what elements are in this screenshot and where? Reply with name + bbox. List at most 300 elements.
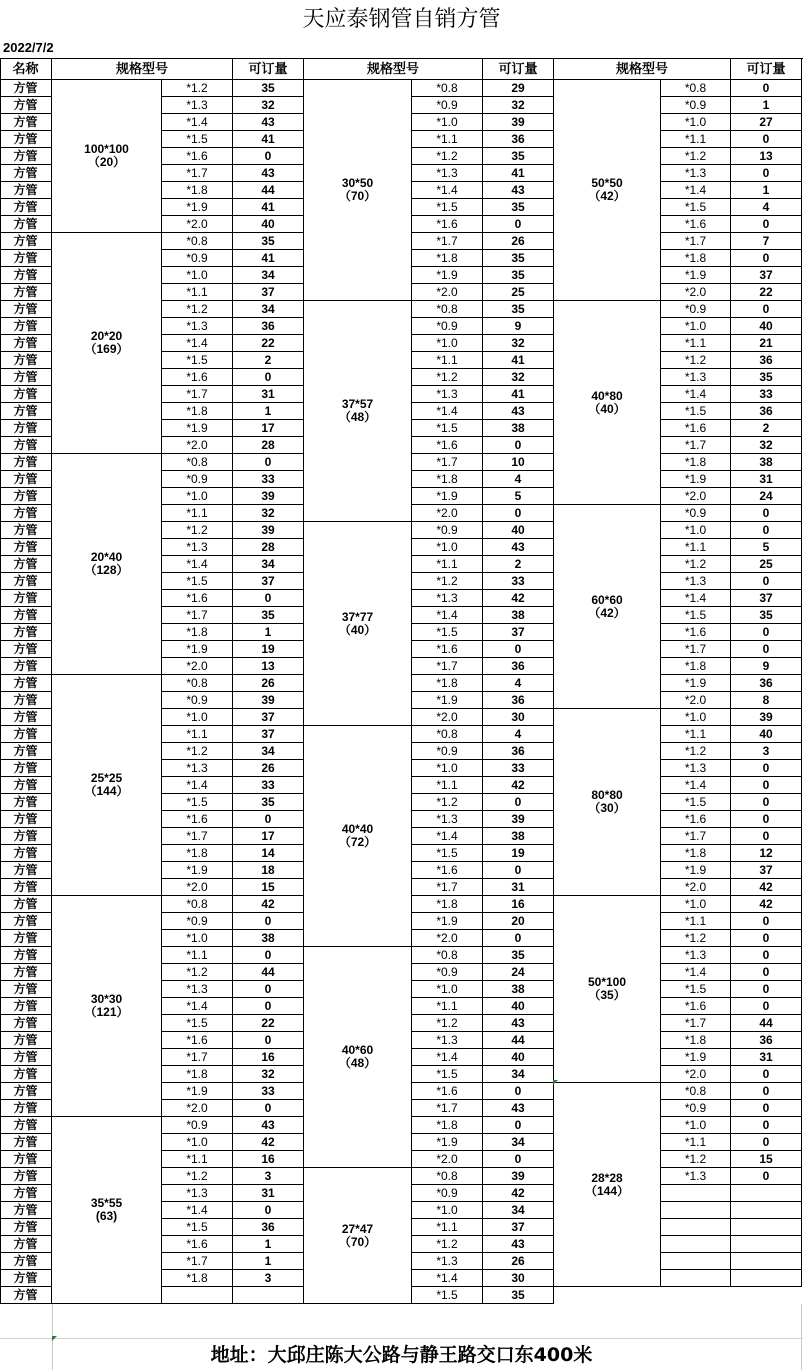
qty-value: 9: [483, 318, 554, 335]
qty-value: 33: [233, 471, 304, 488]
qty-value: 36: [483, 692, 554, 709]
spec-thickness: *1.4: [661, 964, 731, 981]
qty-value: [233, 1287, 304, 1304]
qty-value: [731, 1270, 802, 1287]
spec-thickness: *0.9: [162, 1117, 233, 1134]
spec-group: [304, 80, 412, 301]
qty-value: 10: [483, 454, 554, 471]
qty-value: 8: [731, 692, 802, 709]
qty-value: [731, 1253, 802, 1270]
spec-group: [554, 80, 661, 301]
spec-thickness: *1.2: [162, 1168, 233, 1185]
spec-thickness: *1.2: [412, 369, 483, 386]
qty-value: 26: [483, 1253, 554, 1270]
qty-value: 0: [731, 1083, 802, 1100]
qty-value: 0: [233, 913, 304, 930]
qty-value: 44: [731, 1015, 802, 1032]
spec-thickness: *1.2: [412, 794, 483, 811]
spec-thickness: *1.3: [412, 165, 483, 182]
spec-group: [304, 1168, 412, 1304]
row-name: 方管: [0, 1083, 52, 1100]
spec-thickness: *1.8: [412, 250, 483, 267]
spec-thickness: *0.9: [661, 301, 731, 318]
spec-thickness: *1.2: [412, 148, 483, 165]
spec-thickness: *1.5: [162, 1015, 233, 1032]
spec-thickness: *1.5: [661, 199, 731, 216]
spec-thickness: *1.9: [162, 199, 233, 216]
spec-thickness: *1.8: [412, 471, 483, 488]
qty-value: 14: [233, 845, 304, 862]
row-name: 方管: [0, 148, 52, 165]
spec-thickness: *1.7: [162, 828, 233, 845]
qty-value: 4: [483, 726, 554, 743]
spec-thickness: *1.3: [412, 590, 483, 607]
spec-thickness: *1.9: [412, 488, 483, 505]
qty-value: 37: [731, 267, 802, 284]
spec-group: [304, 522, 412, 726]
group-count: （40）: [338, 622, 377, 637]
spec-thickness: *1.9: [162, 1083, 233, 1100]
page-title: 天应泰钢管自销方管: [302, 7, 501, 32]
spec-thickness: *1.2: [661, 1151, 731, 1168]
qty-value: 0: [233, 981, 304, 998]
row-name: 方管: [0, 641, 52, 658]
qty-value: 5: [731, 539, 802, 556]
group-size: 50*100: [587, 975, 627, 989]
qty-value: 4: [483, 471, 554, 488]
row-name: 方管: [0, 437, 52, 454]
address-footer: 地址：大邱庄陈大公路与静王路交口东400米: [210, 1344, 593, 1366]
qty-value: [731, 1202, 802, 1219]
qty-value: 0: [731, 760, 802, 777]
spec-thickness: *1.0: [661, 896, 731, 913]
qty-value: 4: [483, 675, 554, 692]
spec-group: [554, 1083, 661, 1287]
qty-value: 35: [483, 1287, 554, 1304]
qty-value: 35: [731, 369, 802, 386]
spec-thickness: *1.4: [412, 1049, 483, 1066]
spec-thickness: [661, 1253, 731, 1270]
spec-thickness: *1.5: [162, 131, 233, 148]
group-count: （48）: [338, 1056, 377, 1070]
spec-thickness: *1.8: [661, 454, 731, 471]
group-count: (63): [95, 1209, 118, 1223]
qty-value: 0: [731, 641, 802, 658]
row-name: 方管: [0, 505, 52, 522]
qty-value: 1: [233, 1236, 304, 1253]
spec-thickness: *1.3: [412, 1032, 483, 1049]
group-count: （35）: [588, 988, 626, 1002]
spec-thickness: *1.6: [162, 811, 233, 828]
spec-thickness: *0.9: [412, 743, 483, 760]
qty-value: 25: [483, 284, 554, 301]
qty-value: 39: [731, 709, 802, 726]
qty-value: 1: [731, 182, 802, 199]
spec-thickness: *1.3: [162, 981, 233, 998]
qty-value: 42: [233, 896, 304, 913]
spec-thickness: *1.1: [162, 726, 233, 743]
spec-thickness: *1.6: [162, 1236, 233, 1253]
qty-value: 41: [233, 199, 304, 216]
row-name: 方管: [0, 743, 52, 760]
qty-value: 40: [483, 998, 554, 1015]
qty-value: 34: [483, 1134, 554, 1151]
row-name: 方管: [0, 709, 52, 726]
spec-thickness: *1.5: [412, 1066, 483, 1083]
qty-value: 0: [731, 1134, 802, 1151]
qty-value: 0: [731, 165, 802, 182]
spec-thickness: *1.7: [162, 165, 233, 182]
spec-thickness: *1.4: [661, 386, 731, 403]
spec-thickness: *2.0: [162, 879, 233, 896]
row-name: 方管: [0, 692, 52, 709]
spec-thickness: *0.9: [412, 1185, 483, 1202]
qty-value: 33: [233, 1083, 304, 1100]
qty-value: 22: [233, 335, 304, 352]
group-size: 28*28: [591, 1170, 623, 1185]
qty-value: 37: [233, 573, 304, 590]
qty-value: 27: [731, 114, 802, 131]
spec-thickness: *1.2: [162, 743, 233, 760]
row-name: 方管: [0, 947, 52, 964]
qty-value: 41: [233, 131, 304, 148]
qty-value: 31: [731, 1049, 802, 1066]
group-size: 60*60: [591, 592, 623, 607]
spec-thickness: *1.7: [661, 233, 731, 250]
spec-thickness: *1.2: [661, 148, 731, 165]
spec-thickness: *1.9: [661, 862, 731, 879]
qty-value: 0: [483, 1083, 554, 1100]
spec-thickness: *1.4: [412, 403, 483, 420]
qty-value: 33: [233, 777, 304, 794]
qty-value: 43: [483, 403, 554, 420]
qty-value: 35: [483, 250, 554, 267]
row-name: 方管: [0, 828, 52, 845]
qty-value: 19: [233, 641, 304, 658]
spec-thickness: *1.6: [661, 811, 731, 828]
spec-thickness: *1.1: [661, 335, 731, 352]
header-spec: 规格型号: [52, 59, 233, 80]
row-name: 方管: [0, 420, 52, 437]
spec-thickness: *1.4: [661, 590, 731, 607]
spec-group: [554, 709, 661, 896]
qty-value: 40: [483, 522, 554, 539]
group-count: （72）: [338, 835, 377, 849]
spec-thickness: *1.8: [661, 250, 731, 267]
qty-value: 33: [731, 386, 802, 403]
spec-thickness: *1.5: [412, 199, 483, 216]
qty-value: 26: [233, 675, 304, 692]
spec-thickness: *1.9: [661, 675, 731, 692]
spec-thickness: *1.9: [412, 913, 483, 930]
qty-value: 35: [483, 267, 554, 284]
qty-value: 40: [483, 1049, 554, 1066]
qty-value: 0: [731, 250, 802, 267]
spec-thickness: *1.8: [162, 1270, 233, 1287]
qty-value: [731, 1219, 802, 1236]
row-name: 方管: [0, 403, 52, 420]
spec-thickness: *1.3: [661, 760, 731, 777]
spec-group: [554, 896, 661, 1083]
qty-value: 37: [233, 726, 304, 743]
spec-thickness: *1.0: [412, 114, 483, 131]
qty-value: 43: [233, 165, 304, 182]
spec-thickness: *0.8: [162, 454, 233, 471]
spec-thickness: *2.0: [412, 505, 483, 522]
spec-group: [304, 301, 412, 522]
spec-thickness: *1.1: [162, 505, 233, 522]
row-name: 方管: [0, 1100, 52, 1117]
qty-value: 17: [233, 828, 304, 845]
header-qty: 可订量: [233, 59, 304, 80]
qty-value: 1: [233, 1253, 304, 1270]
spec-thickness: *1.3: [162, 760, 233, 777]
row-name: 方管: [0, 675, 52, 692]
date-label: 2022/7/2: [3, 40, 54, 55]
qty-value: 38: [483, 981, 554, 998]
spec-thickness: *1.7: [162, 1253, 233, 1270]
spec-thickness: *1.8: [661, 845, 731, 862]
group-size: 40*40: [341, 822, 374, 836]
spec-thickness: *1.6: [412, 641, 483, 658]
spec-thickness: *2.0: [661, 692, 731, 709]
qty-value: 0: [731, 930, 802, 947]
qty-value: 31: [233, 1185, 304, 1202]
spec-thickness: *0.8: [412, 1168, 483, 1185]
qty-value: 35: [483, 947, 554, 964]
qty-value: 24: [731, 488, 802, 505]
spec-thickness: *1.0: [412, 539, 483, 556]
qty-value: 39: [233, 488, 304, 505]
spec-thickness: *1.5: [412, 420, 483, 437]
spec-group: [52, 233, 162, 454]
qty-value: 41: [483, 165, 554, 182]
qty-value: 0: [233, 998, 304, 1015]
spec-thickness: *1.4: [162, 998, 233, 1015]
spec-thickness: *1.9: [661, 267, 731, 284]
group-count: （70）: [338, 189, 377, 203]
group-size: 100*100: [84, 142, 129, 156]
qty-value: 35: [233, 80, 304, 97]
spec-thickness: *1.0: [162, 930, 233, 947]
row-name: 方管: [0, 1270, 52, 1287]
row-name: 方管: [0, 1253, 52, 1270]
row-name: 方管: [0, 1151, 52, 1168]
spec-thickness: *1.1: [412, 131, 483, 148]
qty-value: 38: [483, 420, 554, 437]
row-name: 方管: [0, 1134, 52, 1151]
qty-value: 0: [731, 1117, 802, 1134]
qty-value: 37: [233, 709, 304, 726]
spec-group: [52, 1117, 162, 1304]
qty-value: 3: [233, 1270, 304, 1287]
qty-value: 42: [483, 777, 554, 794]
group-size: 20*40: [90, 550, 123, 564]
qty-value: 0: [731, 947, 802, 964]
spec-thickness: *1.7: [661, 828, 731, 845]
spec-thickness: *2.0: [162, 658, 233, 675]
spec-thickness: *1.1: [661, 913, 731, 930]
qty-value: 20: [483, 913, 554, 930]
spec-group: [52, 80, 162, 233]
qty-value: 0: [731, 913, 802, 930]
spec-thickness: *1.7: [412, 233, 483, 250]
qty-value: 0: [233, 590, 304, 607]
qty-value: 16: [233, 1151, 304, 1168]
spec-thickness: *2.0: [412, 1151, 483, 1168]
row-name: 方管: [0, 165, 52, 182]
row-name: 方管: [0, 539, 52, 556]
row-name: 方管: [0, 267, 52, 284]
row-name: 方管: [0, 607, 52, 624]
qty-value: 37: [483, 1219, 554, 1236]
spec-thickness: *1.8: [412, 896, 483, 913]
spec-thickness: *0.9: [162, 692, 233, 709]
qty-value: 32: [233, 97, 304, 114]
group-count: （48）: [338, 410, 377, 424]
spec-thickness: *1.8: [162, 403, 233, 420]
spec-thickness: *1.5: [661, 794, 731, 811]
qty-value: 41: [483, 352, 554, 369]
qty-value: 34: [233, 267, 304, 284]
row-name: 方管: [0, 1049, 52, 1066]
row-name: 方管: [0, 1202, 52, 1219]
spec-thickness: *0.8: [412, 301, 483, 318]
row-name: 方管: [0, 1219, 52, 1236]
spec-thickness: *1.6: [661, 998, 731, 1015]
spec-thickness: *1.4: [412, 1270, 483, 1287]
spec-thickness: *1.5: [162, 794, 233, 811]
qty-value: 43: [233, 1117, 304, 1134]
cell-marker-icon: [553, 1080, 558, 1085]
qty-value: 0: [233, 811, 304, 828]
qty-value: 0: [233, 148, 304, 165]
spec-group: [52, 896, 162, 1117]
qty-value: 42: [731, 896, 802, 913]
row-name: 方管: [0, 284, 52, 301]
spec-thickness: *1.1: [661, 131, 731, 148]
spec-thickness: *2.0: [661, 1066, 731, 1083]
spec-thickness: *1.0: [412, 760, 483, 777]
qty-value: 2: [233, 352, 304, 369]
row-name: 方管: [0, 199, 52, 216]
spec-thickness: *1.4: [412, 607, 483, 624]
qty-value: 0: [731, 301, 802, 318]
row-name: 方管: [0, 233, 52, 250]
spec-thickness: [661, 1202, 731, 1219]
row-name: 方管: [0, 1066, 52, 1083]
spec-thickness: *1.4: [661, 182, 731, 199]
qty-value: 0: [731, 777, 802, 794]
spec-thickness: *1.4: [162, 1202, 233, 1219]
spec-thickness: *1.9: [412, 1134, 483, 1151]
qty-value: 38: [731, 454, 802, 471]
qty-value: 35: [483, 199, 554, 216]
qty-value: 15: [731, 1151, 802, 1168]
qty-value: 0: [731, 964, 802, 981]
spec-thickness: *1.2: [412, 1015, 483, 1032]
row-name: 方管: [0, 556, 52, 573]
qty-value: 0: [731, 131, 802, 148]
spec-thickness: *1.2: [412, 573, 483, 590]
qty-value: 37: [731, 590, 802, 607]
spec-thickness: *1.9: [412, 692, 483, 709]
qty-value: 32: [233, 505, 304, 522]
spec-thickness: *1.1: [412, 352, 483, 369]
qty-value: 28: [233, 437, 304, 454]
group-count: （144）: [584, 1183, 630, 1198]
spec-thickness: *1.6: [661, 420, 731, 437]
header-name: 名称: [0, 59, 52, 80]
row-name: 方管: [0, 1032, 52, 1049]
qty-value: 0: [731, 522, 802, 539]
qty-value: 0: [731, 811, 802, 828]
spec-thickness: *1.3: [661, 1168, 731, 1185]
spec-group: [554, 301, 661, 505]
row-name: 方管: [0, 930, 52, 947]
spec-thickness: *1.9: [661, 1049, 731, 1066]
qty-value: 36: [731, 403, 802, 420]
qty-value: 34: [233, 556, 304, 573]
row-name: 方管: [0, 573, 52, 590]
row-name: 方管: [0, 97, 52, 114]
qty-value: 0: [731, 981, 802, 998]
spec-thickness: *1.1: [162, 947, 233, 964]
qty-value: 1: [233, 624, 304, 641]
spec-thickness: *0.9: [661, 97, 731, 114]
spec-thickness: *1.1: [661, 539, 731, 556]
spec-group: [304, 726, 412, 947]
row-name: 方管: [0, 1287, 52, 1304]
qty-value: 39: [483, 1168, 554, 1185]
spec-thickness: *1.3: [162, 539, 233, 556]
spec-thickness: *1.8: [162, 1066, 233, 1083]
qty-value: 5: [483, 488, 554, 505]
spec-thickness: *1.6: [661, 624, 731, 641]
spec-thickness: *1.4: [162, 335, 233, 352]
qty-value: 32: [483, 335, 554, 352]
qty-value: 15: [233, 879, 304, 896]
spec-thickness: *2.0: [162, 1100, 233, 1117]
qty-value: 44: [233, 964, 304, 981]
spec-thickness: *1.4: [412, 828, 483, 845]
row-name: 方管: [0, 1168, 52, 1185]
qty-value: 28: [233, 539, 304, 556]
qty-value: 26: [483, 233, 554, 250]
qty-value: 43: [483, 539, 554, 556]
spec-thickness: *1.0: [162, 709, 233, 726]
spec-thickness: *1.0: [661, 1117, 731, 1134]
spec-thickness: *0.9: [661, 505, 731, 522]
qty-value: 0: [731, 624, 802, 641]
spec-thickness: *1.1: [412, 1219, 483, 1236]
spec-thickness: *1.2: [661, 930, 731, 947]
qty-value: 33: [483, 760, 554, 777]
row-name: 方管: [0, 250, 52, 267]
group-count: （144）: [84, 784, 129, 798]
row-name: 方管: [0, 335, 52, 352]
qty-value: 22: [731, 284, 802, 301]
spec-thickness: *2.0: [162, 216, 233, 233]
spec-thickness: [661, 1236, 731, 1253]
spec-thickness: *0.9: [661, 1100, 731, 1117]
header-qty: 可订量: [731, 59, 802, 80]
group-size: 25*25: [90, 771, 123, 785]
qty-value: 0: [233, 1202, 304, 1219]
qty-value: 0: [731, 80, 802, 97]
spec-thickness: *1.6: [162, 590, 233, 607]
spec-thickness: *1.8: [661, 1032, 731, 1049]
